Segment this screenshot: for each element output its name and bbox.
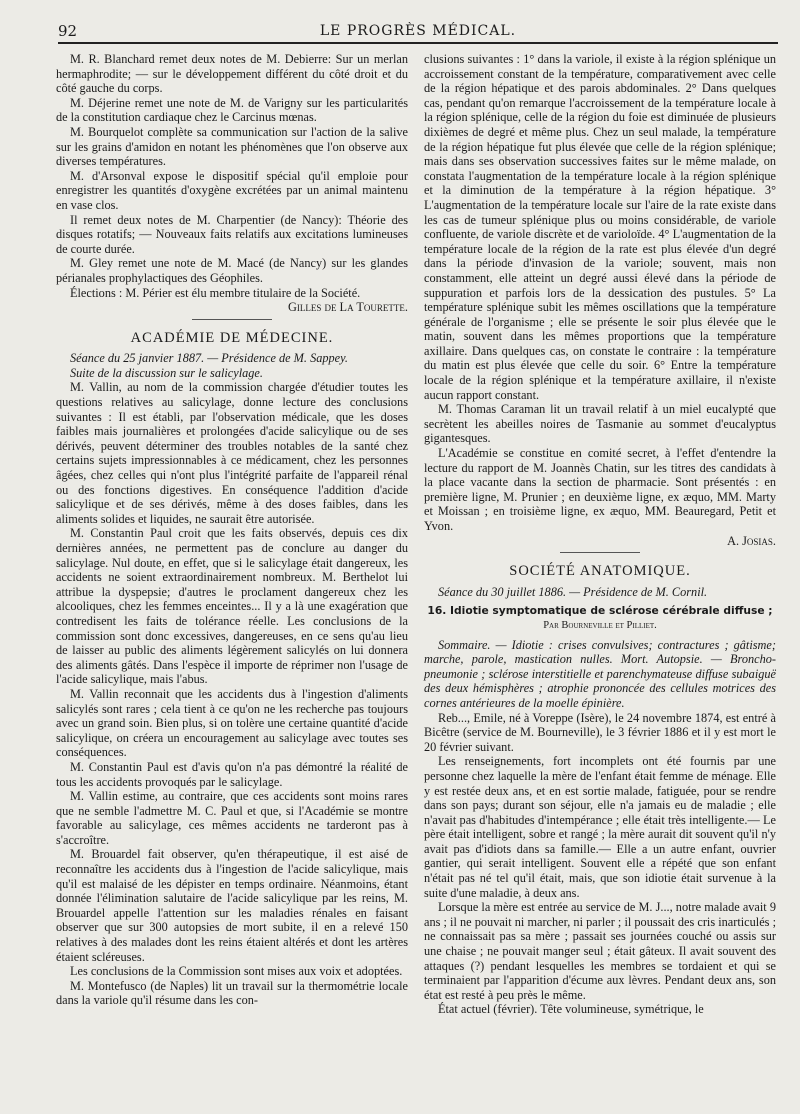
section-title-societe: SOCIÉTÉ ANATOMIQUE. <box>509 563 691 580</box>
paragraph-brouardel: M. Brouardel fait observer, qu'en thérapeutique, il est aisé de reconnaître les accidents dus à l'ingestion de l'acide salicylique, mais qu'il est malaisé de les dépister en temps ordinaire. Néanmoins, étant donnée l'élimination salutaire de l'acide salicylique par les reins, M. Brouardel appelle l'attention sur les maladies rénales en faisant observer que sur 300 autopsies de mort subite, il en a relevé 150 relatives à des malades dont les reins étaient altérés et dont les artères étaient scléreuses. <box>56 847 408 964</box>
page-number: 92 <box>58 22 78 40</box>
paragraph-vallin-2: M. Vallin reconnait que les accidents dus à l'ingestion d'aliments salicylés sont rares ; cela tient à ce qu'on ne les recherche pas toujours avec un grand soin. Bien plus, si on tolère une certaine quantité d'acide salicylique, on créera un encouragement au salicylage avec toutes ses conséquences. <box>56 686 408 760</box>
paragraph-dejerine: M. Déjerine remet une note de M. de Varigny sur les particularités de la constitution cardiaque chez le Carcinus mœnas. <box>56 95 408 125</box>
paragraph-elections: Élections : M. Périer est élu membre titulaire de la Société. <box>70 285 361 300</box>
paragraph-arsonval: M. d'Arsonval expose le dispositif spécial qu'il emploie pour enregistrer les quantités d'oxygène excrétées par un animal maintenu en vase clos. <box>56 168 408 212</box>
divider <box>560 552 640 553</box>
paragraph-continuation: clusions suivantes : 1° dans la variole, il existe à la région splénique un accroissement constant de la température, comparativement avec celle de la région hépatique et des parois abdominales. 2° Dans quelques cas, pendant qu'on remarque l'accroissement de la température locale à la région splénique, celle de la région du foie est diminuée de plusieurs dixièmes de degré et même plus. Chez un seul malade, la température de la région hépatique fut plus élevée que celle de la région splénique; mais dans ses observation successives faites sur le même malade, on constata l'augmentation de la température locale à la région splénique et la diminution de la température à la région hépatique. 3° L'augmentation de la température locale sur l'aire de la rate existe dans les cas de tumeur splénique plus ou moins considérable, de variole confluente, de variole discrète et de varioloïde. 4° L'augmentation de la température locale de la région de la rate est plus élevée d'un degré dans la période d'invasion de la variole; souvent, mais non constamment, elle atteint un degré aussi élevé dans la période de suppuration et parfois lors de la dessication des pustules. 5° La température splénique subit les mêmes oscillations que la température générale de l'organisme ; elle se présente le soir plus élevée que le matin, souvent dans les mêmes proportions que la température axillaire. Dans quelques cas, on constate le contraire : la température du matin est plus élevée que celle du soir. 6° Entre la température locale de la région splénique et la température axillaire, il n'existe aucun rapport constant. <box>424 52 776 402</box>
signature-josias: A. Josias. <box>727 533 776 548</box>
paragraph-paul-1: M. Constantin Paul croit que les faits observés, depuis ces dix dernières années, ne permettent pas de conclure au danger du salicylage. Nul doute, en effet, que si le salicylage était dangereux, les accidents ne soient extraordinairement nombreux. M. Berthelot lui attribue la dyspepsie; d'autres le proclament dangereux chez les alcooliques, chez les femmes enceintes... Il y a là une exagération que contredisent les faits de tolérance réelle. Les conclusions de la commission sont donc excessives, dangereuses, en ce sens qu'au lieu de laisser au public des aliments légèrement salicylés on lui donnera des aliments gâtés. Dans l'espèce il importe de réprimer non l'usage de l'acide salicylique, mais l'abus. <box>56 526 408 687</box>
article-title: 16. Idiotie symptomatique de sclérose cérébrale diffuse ; <box>427 604 773 618</box>
paragraph-conclusions: Les conclusions de la Commission sont mises aux voix et adoptées. <box>70 964 403 979</box>
paragraph-montefusco: M. Montefusco (de Naples) lit un travail sur la thermométrie locale dans la variole qu'il résume dans les con- <box>56 978 408 1008</box>
paragraph-etat-actuel: État actuel (février). Tête volumineuse, symétrique, le <box>438 1002 704 1017</box>
paragraph-gley: M. Gley remet une note de M. Macé (de Nancy) sur les glandes périanales prophylactiques des Géophiles. <box>56 256 408 285</box>
discussion-subtitle: Suite de la discussion sur le salicylage. <box>70 365 263 380</box>
article-byline: Par Bourneville et Pilliet. <box>543 619 657 631</box>
paragraph-lorsque: Lorsque la mère est entrée au service de M. J..., notre malade avait 9 ans ; il ne pouvait ni marcher, ni parler ; il poussait des cris inarticulés ; ne connaissait pas sa mère ; passait ses journées couché ou assis sur une chaise ; ne pouvait manger seul ; était gâteux. Il avait souvent des attaques (?) pendant lesquelles les membres se tordaient et qui se terminaient par l'apparition d'écume aux lèvres. Pendant deux ans, son état est resté à peu près le même. <box>424 900 776 1002</box>
signature-tourette: Gilles de La Tourette. <box>288 300 408 315</box>
paragraph-paul-2: M. Constantin Paul est d'avis qu'on n'a pas démontré la réalité de tous les accidents provoqués par le salicylage. <box>56 759 408 789</box>
running-title: LE PROGRÈS MÉDICAL. <box>319 23 517 39</box>
right-column <box>424 52 776 1017</box>
session-line: Séance du 25 janvier 1887. — Présidence de M. Sappey. <box>70 351 348 366</box>
paragraph-comite: L'Académie se constitue en comité secret, à l'effet d'entendre la lecture du rapport de M. Joannès Chatin, sur les titres des candidats à la place vacante dans la section de pharmacie. Sont présentés : en première ligne, M. Prunier ; en deuxième ligne, ex æquo, MM. Marty et Moissan ; en troisième ligne, ex æquo, MM. Beauregard, Petit et Yvon. <box>424 446 776 533</box>
session-line: Séance du 30 juillet 1886. — Présidence de M. Cornil. <box>438 584 708 599</box>
paragraph-renseignements: Les renseignements, fort incomplets ont été fournis par une personne chez laquelle la mère de l'enfant était femme de ménage. Elle y est restée deux ans, et en est sortie malade, fatiguée, pour se rendre dans son pays; durant son séjour, elle n'a jamais eu de maladie ; elle n'avait pas d'habitudes d'intempérance ; elle était très intelligente.— Le père était intelligent, sobre et rangé ; la mère aurait dit souvent qu'il n'y avait pas d'idiots dans sa famille.— Elle a un autre enfant, ouvrier gantier, qui serait intelligent. Souvent elle a répété que son enfant n'était pas né tel qu'il était, mais, que son idiotie était survenue à la suite d'une maladie, à deux ans. <box>424 754 776 900</box>
divider <box>192 319 272 320</box>
paragraph-blanchard: M. R. Blanchard remet deux notes de M. Debierre: Sur un merlan hermaphrodite; — sur le développement différent du côté droit et du côté gauche du corps. <box>56 52 408 96</box>
page-header <box>58 20 778 44</box>
paragraph-sommaire: Sommaire. — Idiotie : crises convulsives; contractures ; gâtisme; marche, parole, mastication nulles. Mort. Autopsie. — Broncho-pneumonie ; sclérose interstitielle et parenchymateuse diffuse subaiguë des deux hémisphères ; atrophie prononcée des cellules motrices des cornes antérieures de la moelle épinière. <box>424 637 776 710</box>
left-column <box>56 52 408 1008</box>
section-title-academie: ACADÉMIE DE MÉDECINE. <box>130 329 334 346</box>
paragraph-bourquelot: M. Bourquelot complète sa communication sur l'action de la salive sur les grains d'amidon en notant les phénomènes que l'on observe aux diverses températures. <box>56 124 408 169</box>
paragraph-vallin-3: M. Vallin estime, au contraire, que ces accidents sont moins rares que ne semble l'admettre M. C. Paul et que, si l'Académie se montre favorable au salicylage, ces mêmes accidents ne tarderont pas à s'accroître. <box>56 789 408 847</box>
paragraph-caraman: M. Thomas Caraman lit un travail relatif à un miel eucalypté que secrètent les abeilles noires de Tasmanie au sommet d'eucalyptus gigantesques. <box>424 402 776 446</box>
paragraph-reb: Reb..., Emile, né à Voreppe (Isère), le 24 novembre 1874, est entré à Bicêtre (service de M. Bourneville), le 3 février 1886 et il y est mort le 20 février suivant. <box>424 710 776 754</box>
paragraph-charpentier: Il remet deux notes de M. Charpentier (de Nancy): Théorie des disques rotatifs; — Nouveaux faits relatifs aux excitations lumineuses de courte durée. <box>56 212 408 256</box>
paragraph-vallin-1: M. Vallin, au nom de la commission chargée d'étudier toutes les questions relatives au salicylage, donne lecture des conclusions suivantes : Il est établi, par l'observation médicale, que les doses faibles mais journalières et prolongées d'acide salicylique ou de ses dérivés, peuvent déterminer des troubles notables de la santé chez certains sujets impressionnables à ce médicament, chez les personnes âgées, chez celles qui n'ont plus l'intégrité parfaite de l'appareil rénal ou des fonctions digestives. En conséquence l'addition d'acide salicylique et de ses dérivés, même à des doses faibles, dans les aliments solides et liquides, ne saurait être autorisée. <box>56 380 408 526</box>
